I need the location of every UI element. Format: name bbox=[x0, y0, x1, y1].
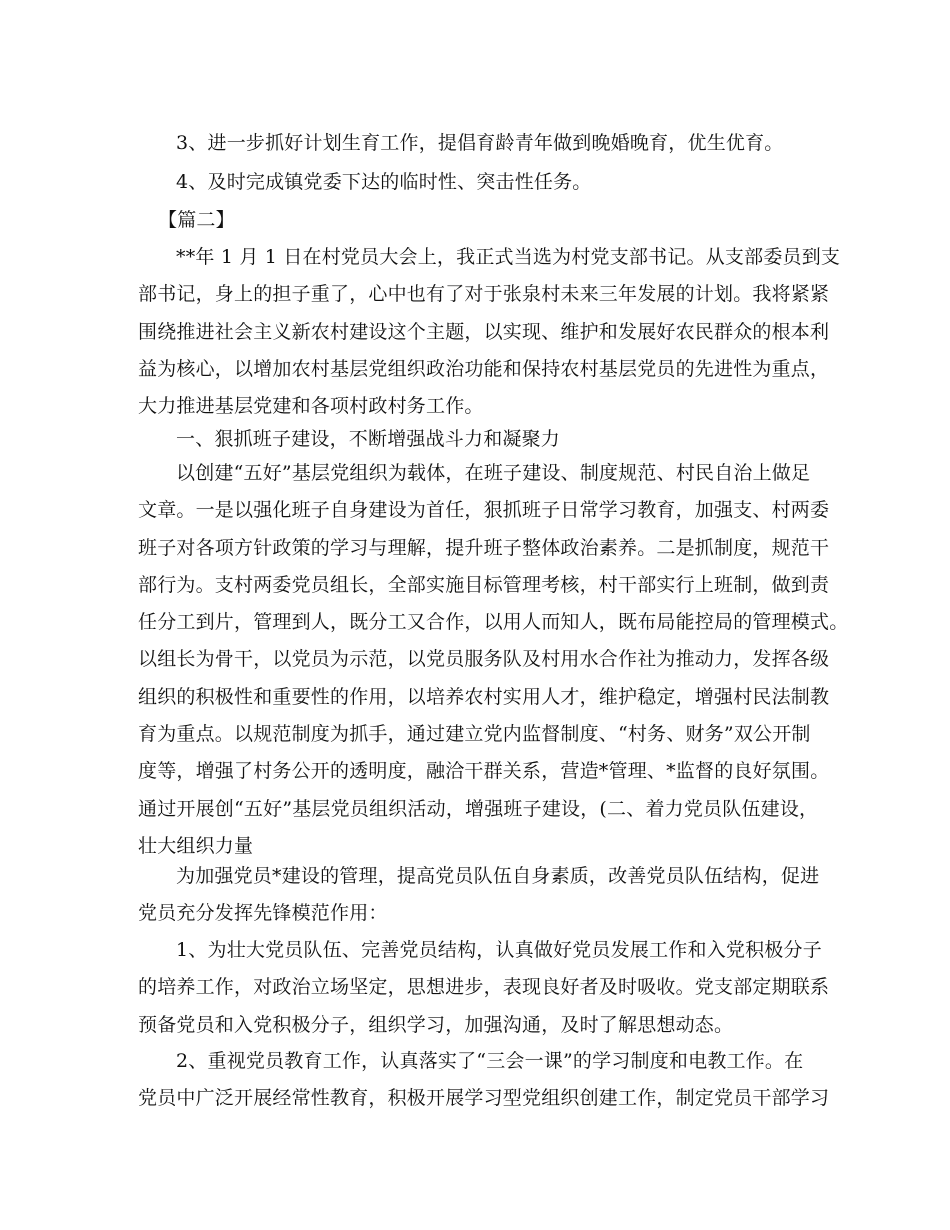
point2-line: 党员中广泛开展经常性教育，积极开展学习型党组织创建工作，制定党员干部学习 bbox=[138, 1087, 830, 1110]
intro-line: 围绕推进社会主义新农村建设这个主题，以实现、维护和发展好农民群众的根本利 bbox=[138, 320, 830, 343]
section2-paragraph bbox=[138, 858, 818, 933]
section1-line: 部行为。支村两委党员组长，全部实施目标管理考核，村干部实行上班制，做到责 bbox=[138, 573, 830, 596]
intro-paragraph bbox=[138, 239, 841, 425]
item-4: 4、及时完成镇党委下达的临时性、突击性任务。 bbox=[176, 171, 592, 193]
intro-line: 益为核心，以增加农村基层党组织政治功能和保持农村基层党员的先进性为重点， bbox=[138, 357, 830, 380]
section1-line: 以创建“五好”基层党组织为载体，在班子建设、制度规范、村民自治上做足 bbox=[176, 462, 811, 484]
section1-line: 通过开展创“五好”基层党员组织活动，增强班子建设，(二、着力党员队伍建设， bbox=[138, 797, 819, 820]
intro-line: **年 1 月 1 日在村党员大会上，我正式当选为村党支部书记。从支部委员到支 bbox=[176, 246, 841, 268]
section1-line: 壮大组织力量 bbox=[138, 834, 254, 857]
point1-line: 1、为壮大党员队伍、完善党员结构，认真做好党员发展工作和入党积极分子 bbox=[176, 939, 822, 961]
section1-paragraph bbox=[138, 455, 849, 865]
section1-line: 以组长为骨干，以党员为示范，以党员服务队及村用水合作社为推动力，发挥各级 bbox=[138, 648, 830, 671]
section1-line: 度等，增强了村务公开的透明度，融洽干群关系，营造*管理、*监督的良好氛围。 bbox=[138, 760, 830, 783]
point1-paragraph bbox=[138, 932, 830, 1044]
section1-line: 育为重点。以规范制度为抓手，通过建立党内监督制度、“村务、财务”双公开制 bbox=[138, 723, 811, 746]
point1-line: 的培养工作，对政治立场坚定，思想进步，表现良好者及时吸收。党支部定期联系 bbox=[138, 976, 830, 999]
section2-line: 党员充分发挥先锋模范作用： bbox=[138, 902, 388, 925]
point1-line: 预备党员和入党积极分子，组织学习，加强沟通，及时了解思想动态。 bbox=[138, 1013, 734, 1036]
section1-line: 班子对各项方针政策的学习与理解，提升班子整体政治素养。二是抓制度，规范干 bbox=[138, 536, 830, 559]
point2-line: 2、重视党员教育工作，认真落实了“三会一课”的学习制度和电教工作。在 bbox=[176, 1050, 804, 1072]
point2-paragraph bbox=[138, 1043, 830, 1118]
section2-line: 为加强党员*建设的管理，提高党员队伍自身素质，改善党员队伍结构，促进 bbox=[176, 865, 820, 887]
intro-line: 部书记，身上的担子重了，心中也有了对于张泉村未来三年发展的计划。我将紧紧 bbox=[138, 283, 830, 306]
intro-line: 大力推进基层党建和各项村政村务工作。 bbox=[138, 395, 484, 418]
section-label: 【篇二】 bbox=[158, 209, 235, 231]
section1-line: 组织的积极性和重要性的作用，以培养农村实用人才，维护稳定，增强村民法制教 bbox=[138, 685, 830, 708]
section1-line: 任分工到片，管理到人，既分工又合作，以用人而知人，既布局能控局的管理模式。 bbox=[138, 611, 849, 634]
heading-1: 一、狠抓班子建设，不断增强战斗力和凝聚力 bbox=[176, 428, 561, 450]
item-3: 3、进一步抓好计划生育工作，提倡育龄青年做到晚婚晚育，优生优育。 bbox=[176, 132, 784, 154]
section1-line: 文章。一是以强化班子自身建设为首任，狠抓班子日常学习教育，加强支、村两委 bbox=[138, 499, 830, 522]
